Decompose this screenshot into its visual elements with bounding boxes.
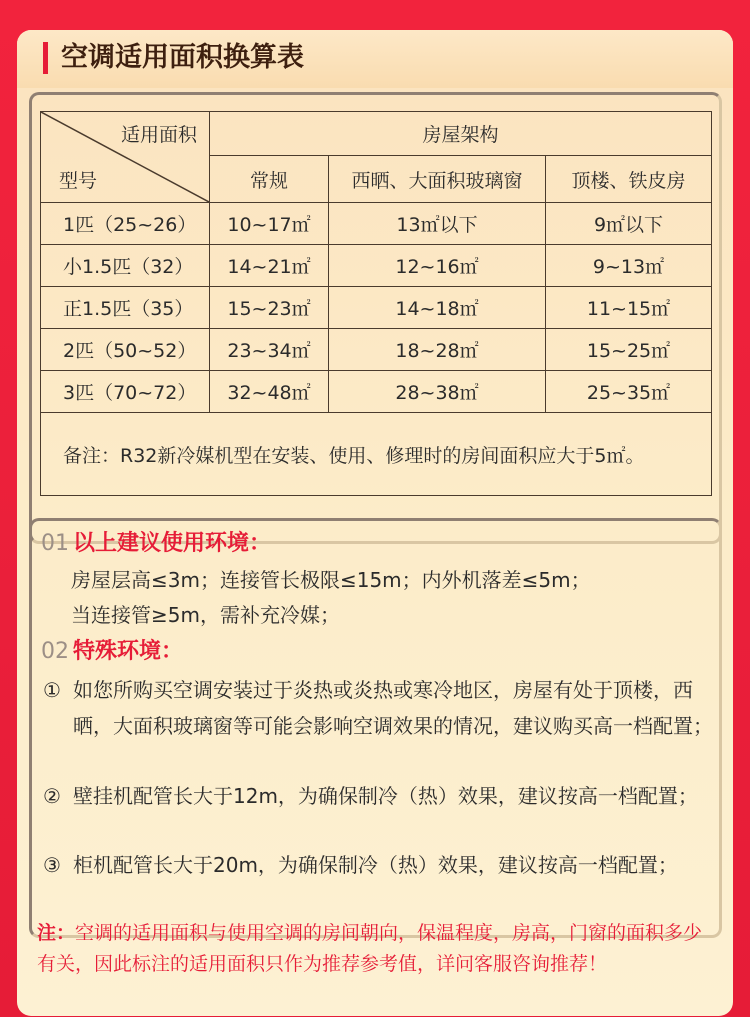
table-row — [41, 371, 712, 413]
item-number: ② — [43, 784, 61, 808]
section1-number: 01 — [41, 531, 69, 556]
table-cell: 14~18㎡ — [329, 287, 546, 329]
section2-number: 02 — [41, 639, 69, 664]
item-text: 壁挂机配管长大于12m，为确保制冷（热）效果，建议按高一档配置； — [73, 784, 698, 808]
table-row — [41, 245, 712, 287]
table-cell: 9㎡以下 — [546, 203, 712, 245]
table-cell: 25~35㎡ — [546, 371, 712, 413]
table-cell: 12~16㎡ — [329, 245, 546, 287]
model-cell: 小1.5匹（32） — [41, 245, 210, 287]
table-cell: 15~25㎡ — [546, 329, 712, 371]
special-item — [43, 778, 713, 814]
section1-heading: 以上建议使用环境： — [73, 531, 272, 556]
table-row — [41, 329, 712, 371]
model-cell: 2匹（50~52） — [41, 329, 210, 371]
corner-label-model: 型号 — [59, 170, 98, 192]
table-cell: 32~48㎡ — [210, 371, 329, 413]
special-item — [43, 847, 713, 883]
section2-title — [41, 638, 183, 666]
model-cell: 1匹（25~26） — [41, 203, 210, 245]
section2-heading: 特殊环境： — [73, 639, 184, 664]
table-cell: 23~34㎡ — [210, 329, 329, 371]
model-cell: 3匹（70~72） — [41, 371, 210, 413]
group-header-structure: 房屋架构 — [210, 112, 712, 156]
corner-label-area: 适用面积 — [120, 124, 197, 146]
section1-line1: 房屋层高≤3m；连接管长极限≤15m；内外机落差≤5m； — [71, 568, 591, 592]
footnote-label: 注： — [37, 922, 76, 944]
section1-title — [41, 530, 271, 558]
table-row — [41, 203, 712, 245]
footnote-text: 空调的适用面积与使用空调的房间朝向，保温程度，房高，门窗的面积多少有关，因此标注的适用面积只作为推荐参考值，详问客服咨询推荐！ — [37, 922, 703, 975]
table-cell: 11~15㎡ — [546, 287, 712, 329]
model-cell: 正1.5匹（35） — [41, 287, 210, 329]
area-conversion-table — [40, 111, 712, 496]
table-note: 备注：R32新冷媒机型在安装、使用、修理时的房间面积应大于5㎡。 — [41, 413, 712, 496]
item-text: 如您所购买空调安装过于炎热或炎热或寒冷地区，房屋有处于顶楼，西晒，大面积玻璃窗等可能会影响空调效果的情况，建议购买高一档配置； — [73, 678, 713, 738]
table-row — [41, 287, 712, 329]
table-cell: 15~23㎡ — [210, 287, 329, 329]
table-cell: 14~21㎡ — [210, 245, 329, 287]
page-title: 空调适用面积换算表 — [61, 42, 304, 73]
section1-line2: 当连接管≥5m，需补充冷媒； — [71, 603, 340, 627]
table-cell: 18~28㎡ — [329, 329, 546, 371]
table-cell: 9~13㎡ — [546, 245, 712, 287]
column-header-west-glass: 西晒、大面积玻璃窗 — [329, 156, 546, 203]
card-header — [17, 30, 733, 88]
title-accent-bar — [43, 42, 48, 74]
table-cell: 10~17㎡ — [210, 203, 329, 245]
item-text: 柜机配管长大于20m，为确保制冷（热）效果，建议按高一档配置； — [73, 853, 678, 877]
item-number: ③ — [43, 853, 61, 877]
note-row — [41, 413, 712, 496]
column-header-regular: 常规 — [210, 156, 329, 203]
column-header-top-floor: 顶楼、铁皮房 — [546, 156, 712, 203]
special-item — [43, 672, 713, 744]
footnote — [37, 918, 713, 980]
item-number: ① — [43, 678, 61, 702]
table-cell: 28~38㎡ — [329, 371, 546, 413]
info-card — [17, 30, 733, 1016]
table-cell: 13㎡以下 — [329, 203, 546, 245]
table-corner-cell — [41, 112, 210, 203]
